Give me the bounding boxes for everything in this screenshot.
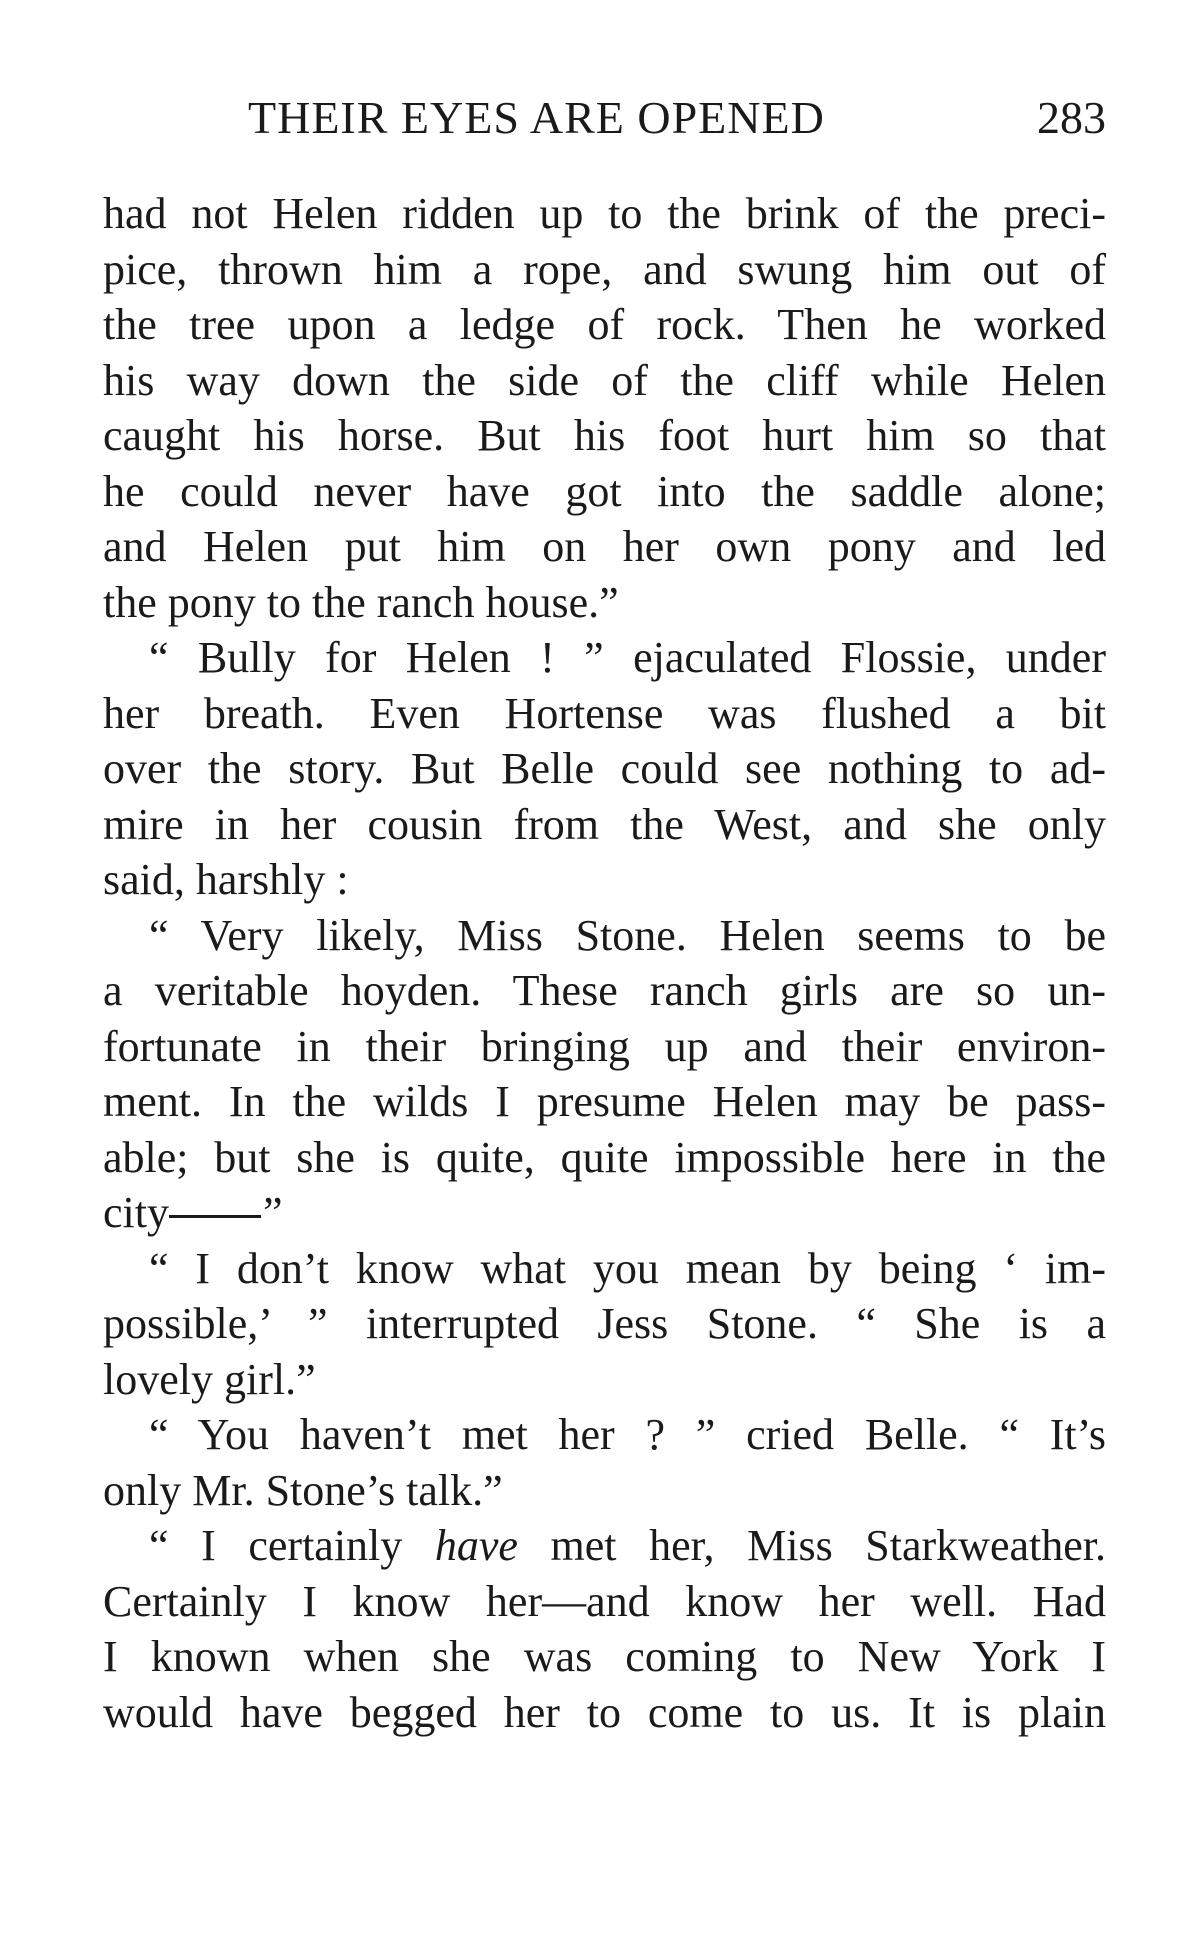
text-city-word: city [103, 1188, 169, 1237]
text-line: had not Helen ridden up to the brink of the preci- [103, 189, 1106, 238]
text-line: over the story. But Belle could see nothing to ad- [103, 744, 1106, 793]
text-city-closing-quote: ” [262, 1188, 283, 1237]
text-line: would have begged her to come to us. It is plain [103, 1687, 1106, 1737]
page-number: 283 [1037, 92, 1106, 143]
text-line: the tree upon a ledge of rock. Then he worked [103, 300, 1106, 349]
page-header [248, 88, 1106, 148]
text-line: lovely girl.” [103, 1354, 316, 1404]
text-line: “ Very likely, Miss Stone. Helen seems to be [149, 910, 1106, 960]
text-line: Certainly I know her—and know her well. Had [103, 1576, 1106, 1626]
text-line: said, harshly : [103, 855, 349, 904]
text-line: I known when she was coming to New York I [103, 1632, 1106, 1681]
text-line: mire in her cousin from the West, and she only [103, 799, 1106, 849]
text-line: a veritable hoyden. These ranch girls are so un- [103, 966, 1106, 1015]
italic-emphasis: have [434, 1521, 518, 1570]
text-line: caught his horse. But his foot hurt him so that [103, 411, 1106, 460]
text-line: and Helen put him on her own pony and led [103, 522, 1106, 571]
text-line-certainly [103, 1518, 1106, 1574]
text-line: her breath. Even Hortense was flushed a bit [103, 688, 1106, 738]
text-segment: met her, Miss Starkweather. [517, 1521, 1106, 1570]
text-line: able; but she is quite, quite impossible here in the [103, 1132, 1106, 1182]
text-line: only Mr. Stone’s talk.” [103, 1465, 503, 1515]
text-line: his way down the side of the cliff while Helen [103, 355, 1106, 405]
text-line: fortunate in their bringing up and their environ- [103, 1021, 1106, 1071]
text-line: pice, thrown him a rope, and swung him out of [103, 244, 1106, 294]
text-line: “ You haven’t met her ? ” cried Belle. “ It’s [149, 1410, 1106, 1459]
text-line-city [103, 1185, 1106, 1241]
text-segment: “ I certainly [149, 1521, 435, 1570]
em-dash-rule [169, 1215, 261, 1218]
text-line: ment. In the wilds I presume Helen may be pass- [103, 1077, 1106, 1126]
text-line: possible,’ ” interrupted Jess Stone. “ She is a [103, 1299, 1106, 1348]
running-head: THEIR EYES ARE OPENED [248, 92, 825, 143]
text-line: “ Bully for Helen ! ” ejaculated Flossie, under [149, 633, 1106, 682]
text-line: the pony to the ranch house.” [103, 577, 619, 627]
text-line: “ I don’t know what you mean by being ‘ im- [149, 1243, 1106, 1293]
text-line: he could never have got into the saddle alone; [103, 466, 1106, 516]
body-text [103, 186, 1106, 1740]
